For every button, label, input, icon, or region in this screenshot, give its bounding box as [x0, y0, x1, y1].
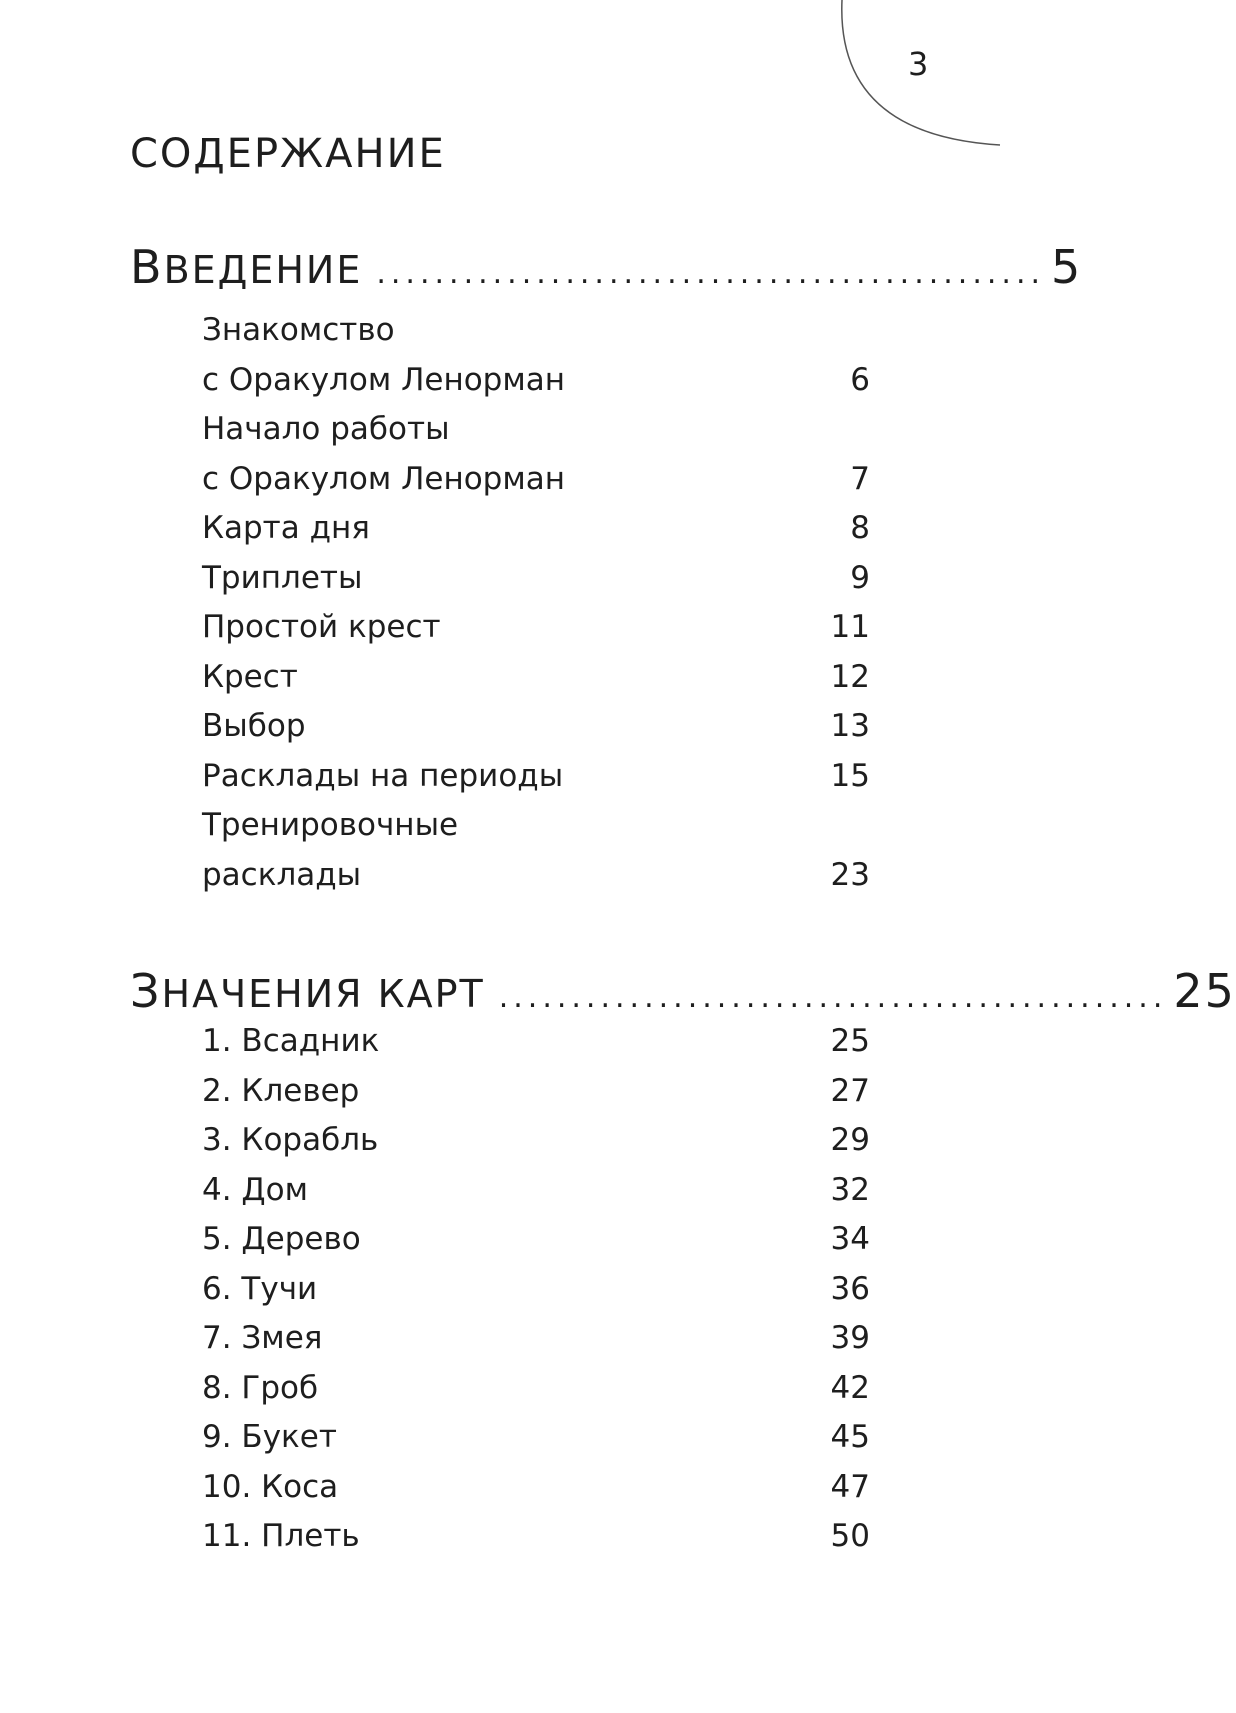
entry-page-number: 27 [830, 1072, 870, 1109]
section-page-number: 5 [1051, 240, 1083, 294]
toc-entry[interactable] [202, 504, 870, 554]
toc-section-introduction[interactable] [130, 236, 1083, 298]
entry-title: Тренировочные расклады [202, 807, 459, 893]
entry-title: Знакомство с Оракулом Ленорман [202, 312, 566, 398]
entry-title: 2. Клевер [202, 1072, 360, 1109]
entry-title: 9. Букет [202, 1419, 337, 1455]
entry-title: Простой крест [202, 609, 441, 645]
toc-entry[interactable] [202, 1314, 870, 1364]
section-entries-introduction [202, 306, 870, 900]
section-title: ВВЕДЕНИЕ [130, 240, 363, 294]
entry-page-number: 47 [830, 1468, 870, 1505]
toc-entry[interactable] [202, 1413, 870, 1463]
toc-entry[interactable] [202, 1215, 870, 1265]
toc-entry[interactable] [202, 702, 870, 752]
dot-leader: .............................................. [498, 980, 1168, 1015]
toc-entry[interactable] [202, 1364, 870, 1414]
toc-entry[interactable] [202, 1512, 870, 1562]
entry-title: 5. Дерево [202, 1221, 361, 1257]
entry-page-number: 8 [850, 510, 870, 546]
entry-title: 4. Дом [202, 1171, 309, 1208]
toc-section-card-meanings[interactable] [130, 960, 1236, 1022]
entry-page-number: 15 [830, 757, 870, 794]
toc-entry[interactable] [202, 405, 870, 504]
entry-page-number: 42 [830, 1369, 870, 1406]
toc-entry[interactable] [202, 801, 870, 900]
entry-page-number: 11 [830, 609, 870, 645]
toc-entry[interactable] [202, 1116, 870, 1166]
entry-title: 11. Плеть [202, 1518, 360, 1554]
entry-title: 3. Корабль [202, 1122, 379, 1158]
toc-entry[interactable] [202, 306, 870, 405]
section-entries-card-meanings [202, 1017, 870, 1562]
entry-title: 7. Змея [202, 1320, 323, 1356]
entry-title: Крест [202, 658, 298, 695]
page-number: 3 [908, 45, 929, 83]
entry-title: Карта дня [202, 510, 370, 546]
entry-title: Триплеты [202, 559, 363, 596]
entry-page-number: 6 [850, 361, 870, 398]
toc-entry[interactable] [202, 1067, 870, 1117]
entry-page-number: 50 [830, 1518, 870, 1554]
entry-title: 6. Тучи [202, 1270, 318, 1307]
toc-entry[interactable] [202, 603, 870, 653]
entry-page-number: 34 [830, 1221, 870, 1257]
entry-page-number: 25 [830, 1023, 870, 1059]
entry-page-number: 36 [830, 1270, 870, 1307]
entry-title: 10. Коса [202, 1468, 339, 1505]
toc-entry[interactable] [202, 653, 870, 703]
entry-page-number: 9 [850, 559, 870, 596]
entry-title: Расклады на периоды [202, 757, 564, 794]
entry-page-number: 7 [850, 460, 870, 497]
dot-leader: .............................................. [376, 256, 1046, 291]
entry-title: Начало работы с Оракулом Ленорман [202, 411, 566, 497]
toc-entry[interactable] [202, 1166, 870, 1216]
section-page-number: 25 [1173, 964, 1236, 1018]
section-title: ЗНАЧЕНИЯ КАРТ [130, 964, 485, 1018]
entry-page-number: 12 [830, 658, 870, 695]
toc-entry[interactable] [202, 1463, 870, 1513]
entry-page-number: 32 [830, 1171, 870, 1208]
toc-entry[interactable] [202, 1017, 870, 1067]
entry-title: Выбор [202, 708, 306, 744]
entry-page-number: 23 [830, 856, 870, 893]
toc-entry[interactable] [202, 752, 870, 802]
toc-title: СОДЕРЖАНИЕ [130, 131, 446, 177]
entry-page-number: 39 [830, 1320, 870, 1356]
entry-page-number: 13 [830, 708, 870, 744]
toc-entry[interactable] [202, 554, 870, 604]
entry-title: 8. Гроб [202, 1369, 319, 1406]
entry-page-number: 45 [830, 1419, 870, 1455]
entry-title: 1. Всадник [202, 1023, 380, 1059]
entry-page-number: 29 [830, 1122, 870, 1158]
toc-entry[interactable] [202, 1265, 870, 1315]
